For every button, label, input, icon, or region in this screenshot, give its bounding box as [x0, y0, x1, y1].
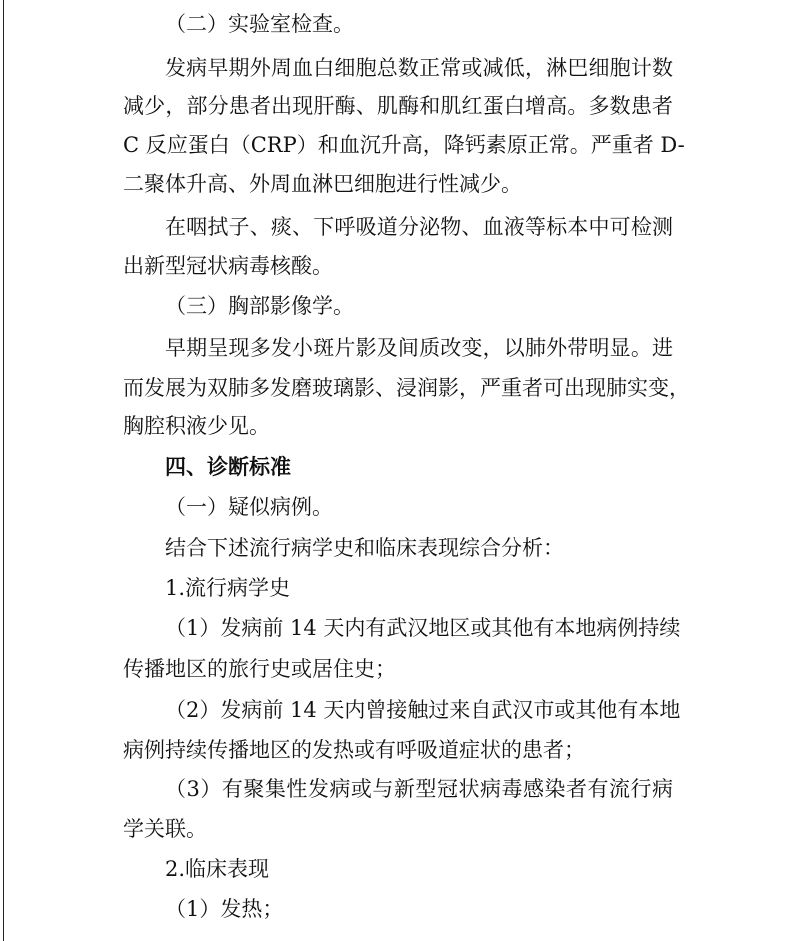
list-heading-clinical: 2.临床表现 — [165, 857, 270, 881]
list-item-line: （2）发病前 14 天内曾接触过来自武汉市或其他有本地 — [165, 698, 681, 722]
section-heading-diagnosis: 四、诊断标准 — [165, 454, 291, 479]
list-item-line: （3）有聚集性发病或与新型冠状病毒感染者有流行病 — [165, 777, 673, 801]
paragraph-line: 发病早期外周血白细胞总数正常或减低，淋巴细胞计数 — [165, 56, 673, 80]
subheading-lab-tests: （二）实验室检查。 — [165, 12, 354, 36]
list-heading-epidemiology: 1.流行病学史 — [165, 576, 291, 600]
list-item-line: 传播地区的旅行史或居住史； — [123, 657, 396, 681]
subheading-suspected-cases: （一）疑似病例。 — [165, 495, 333, 519]
paragraph-line: C 反应蛋白（CRP）和血沉升高，降钙素原正常。严重者 D- — [123, 133, 685, 157]
paragraph-line: 而发展为双肺多发磨玻璃影、浸润影，严重者可出现肺实变， — [123, 376, 690, 400]
paragraph-line: 减少，部分患者出现肝酶、肌酶和肌红蛋白增高。多数患者 — [123, 94, 673, 118]
subheading-chest-imaging: （三）胸部影像学。 — [165, 294, 354, 318]
paragraph-line: 出新型冠状病毒核酸。 — [123, 254, 333, 278]
paragraph-line: 早期呈现多发小斑片影及间质改变，以肺外带明显。进 — [165, 336, 673, 360]
list-item-line: 病例持续传播地区的发热或有呼吸道症状的患者； — [123, 738, 585, 762]
paragraph-line: 在咽拭子、痰、下呼吸道分泌物、血液等标本中可检测 — [165, 215, 673, 239]
paragraph-line: 二聚体升高、外周血淋巴细胞进行性减少。 — [123, 172, 522, 196]
page-left-border — [3, 0, 4, 941]
paragraph-line: 胸腔积液少见。 — [123, 414, 270, 438]
list-item-line: 学关联。 — [123, 817, 207, 841]
list-item-line: （1）发热； — [165, 897, 284, 921]
list-item-line: （1）发病前 14 天内有武汉地区或其他有本地病例持续 — [165, 616, 681, 640]
paragraph-line: 结合下述流行病学史和临床表现综合分析： — [165, 536, 564, 560]
